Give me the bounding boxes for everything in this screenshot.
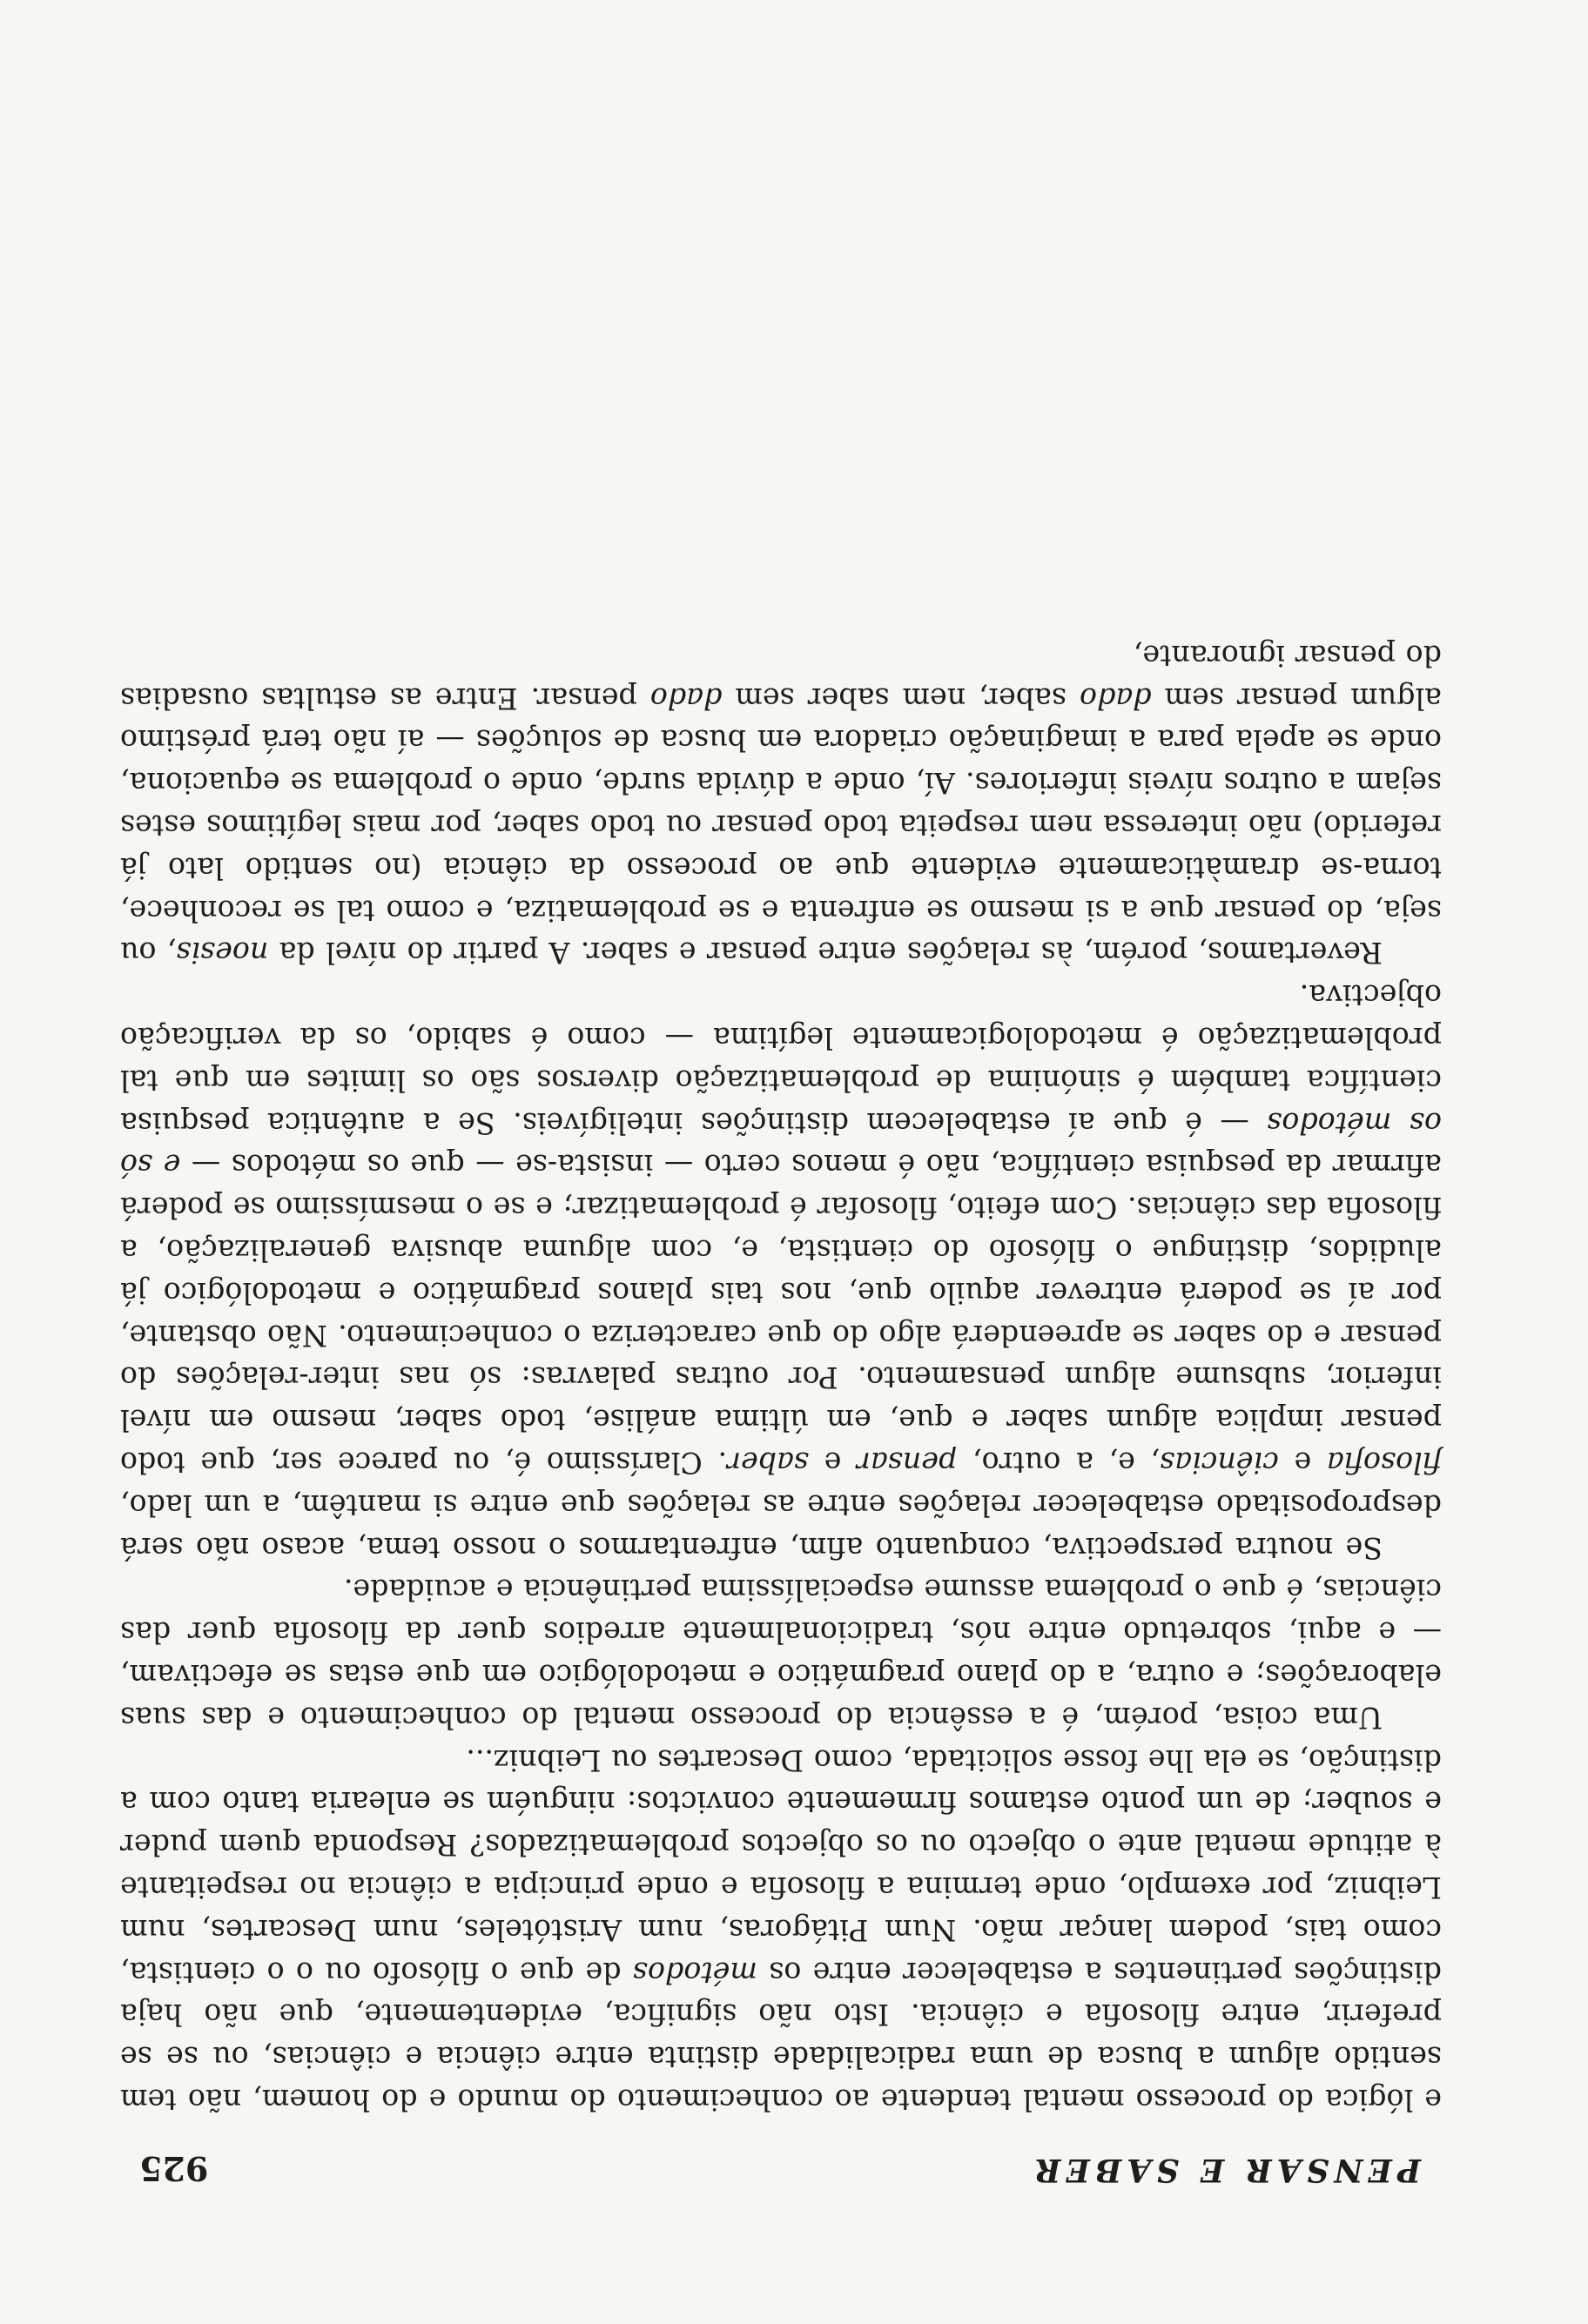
text-run: Uma coisa, porém, é a essência do processo mental do conhecimento e das suas elaborações; e outra, a do plano pragmático e metodológico em que estas se efectivam, — e aqui, sobretudo entre nós, tradicionalmente arredios quer da filosofia quer das ciências, é que o problema assume especialíssima pertinência e acuidade. — [120, 1573, 1442, 1735]
italic-text-run: pensar — [857, 1446, 958, 1481]
text-run: . Claríssimo é, ou parece ser, que todo pensar implica algum saber e que, em última análise, todo saber, mesmo em nível inferior, subsume algum pensamento. Por outras palavras: só nas inter-relações do pensar e do saber se apreenderá algo do que caracteriza o conhecimento. Não obstante, por aí se poderá entrever aquilo que, nos tais planos pragmático e metodológico já aludidos, distingue o filósofo do cientista, e, com alguma abusiva generalização, a filosofia das ciências. Com efeito, filosofar é problematizar; e se o mesmíssimo se poderá afirmar da pesquisa científica, não é menos certo — insista-se — que os métodos — — [119, 1148, 1442, 1481]
italic-text-run: dado — [649, 681, 723, 715]
paragraph — [120, 973, 1442, 1568]
text-run: — é que aí estabelecem distinções inteligíveis. Se a autêntica pesquisa científica também é sinónima de problematização diversos são os limites em que tal problematização é metodologicamente legítima — como é sabido, os da verificação objectiva. — [119, 978, 1442, 1140]
italic-text-run: noesis — [176, 936, 269, 971]
text-run: e — [808, 1446, 857, 1481]
text-run: Revertamos, porém, às relações entre pensar e saber. A partir do nível da — [268, 936, 1383, 971]
text-run: , ou seja, do pensar que a si mesmo se enfrenta e se problematiza, e como tal se reconhece, torna-se dramàticamente evidente que ao processo da ciência (no sentido lato já referido) não interessa nem respeita todo pensar ou todo saber, por mais legítimos estes sejam a outros níveis inferiores. Aí, onde a dúvida surde, onde o problema se equaciona, onde se apela para a imaginação criadora em busca de soluções — aí não terá préstimo algum pensar sem — [120, 681, 1442, 971]
running-head: PENSAR E SABER — [1029, 2152, 1421, 2188]
body-text — [120, 634, 1442, 2120]
italic-text-run: filosofia — [1326, 1446, 1442, 1481]
italic-text-run: dado — [1080, 681, 1152, 715]
text-run: de que o filósofo ou o o cientista, como tais, podem lançar mão. Num Pitágoras, num Aristóteles, num Descartes, num Leibniz, por exemplo, onde termina a filosofia e onde principia a ciência no respeitante à atitude mental ante o objecto ou os objectos problematizados? Responda quem puder e souber; de um ponto estamos firmemente convictos: ninguém se enlearia tanto com a distinção, se ela lhe fosse solicitada, como Descartes ou Leibniz... — [120, 1743, 1442, 1990]
italic-text-run: e só os métodos — [120, 1105, 1442, 1183]
text-run: saber, nem saber sem — [722, 681, 1080, 715]
text-run: Se noutra perspectiva, conquanto afim, enfrentarmos o nosso tema, acaso não será despropositado estabelecer relações entre as relações que entre si mantêm, a um lado, — [120, 1488, 1442, 1565]
page-number: 925 — [139, 2149, 209, 2188]
paragraph — [120, 1568, 1442, 1738]
italic-text-run: ciências — [1160, 1446, 1279, 1481]
italic-text-run: métodos — [632, 1955, 757, 1990]
paragraph — [120, 1738, 1442, 2120]
text-run: e — [1278, 1446, 1327, 1481]
page-header — [139, 2136, 1421, 2188]
text-run: pensar. Entre as estultas ousadias do pensar ignorante, — [120, 638, 1442, 715]
paragraph — [120, 634, 1442, 973]
italic-text-run: saber — [727, 1446, 809, 1481]
text-run: e lógica do processo mental tendente ao conhecimento do mundo e do homem, não tem sentido algum a busca de uma radicalidade distinta entre ciência e ciências, ou se se preferir, entre filosofia e ciência. Isto não significa, evidentemente, que não haja distinções pertinentes a estabelecer entre os — [120, 1955, 1442, 2117]
text-run: , e, a outro, — [957, 1446, 1161, 1481]
